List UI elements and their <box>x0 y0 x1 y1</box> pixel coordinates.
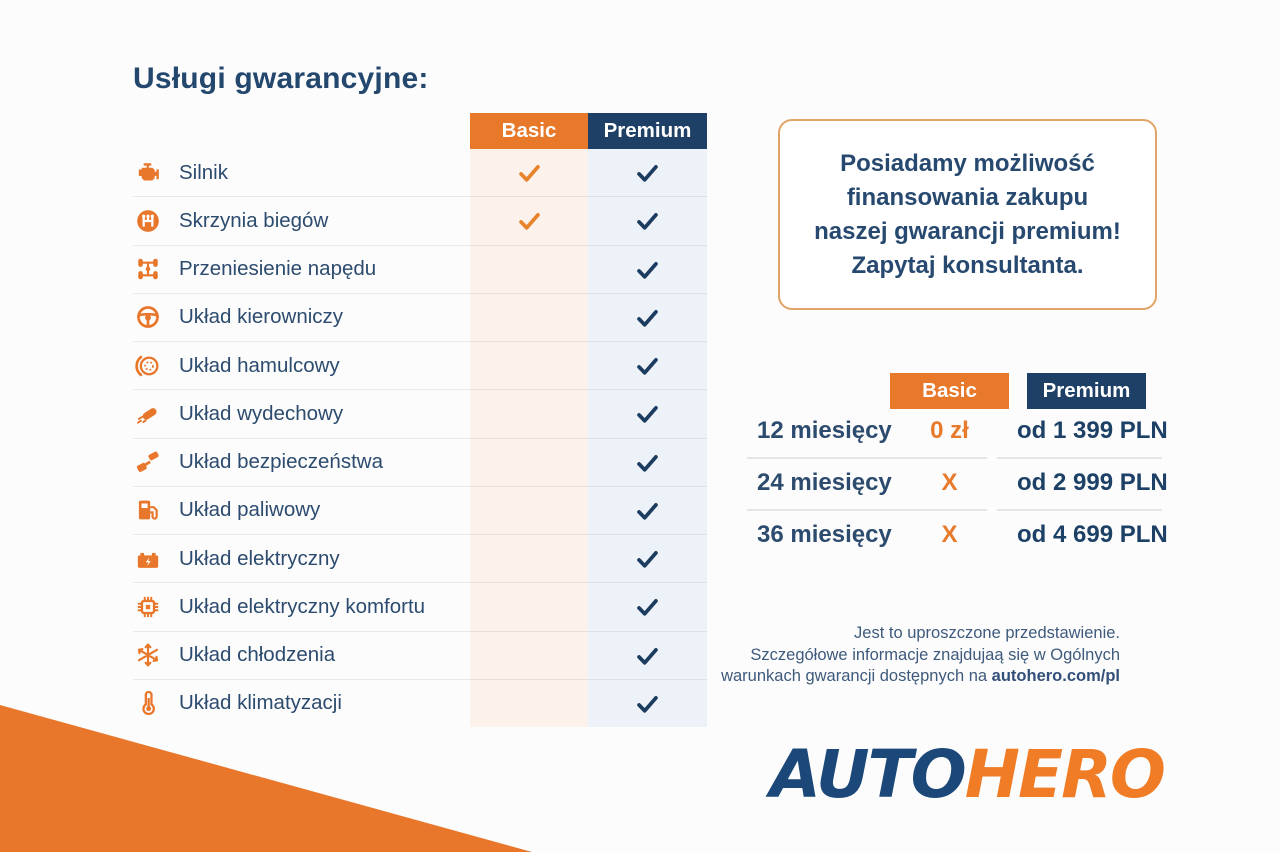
row-label: Układ kierowniczy <box>179 305 344 329</box>
basic-price: 0 zł <box>930 417 969 444</box>
row-label: Układ elektryczny <box>179 546 340 570</box>
check-icon <box>470 197 588 244</box>
table-row <box>133 632 707 680</box>
premium-price: od 1 399 PLN <box>1017 417 1168 444</box>
table-row <box>133 680 707 727</box>
check-icon <box>588 632 707 679</box>
pricing-row <box>740 517 1180 553</box>
row-label: Przeniesienie napędu <box>179 257 377 281</box>
pricing-row <box>740 413 1180 449</box>
logo-part-auto: AUTO <box>769 736 965 813</box>
check-icon <box>588 149 707 196</box>
check-icon <box>588 390 707 437</box>
check-icon <box>588 535 707 582</box>
check-icon <box>588 583 707 630</box>
financing-note-line: finansowania zakupu <box>846 183 1089 211</box>
check-icon <box>588 197 707 244</box>
row-label: Silnik <box>179 160 228 184</box>
table-row <box>133 583 707 631</box>
basic-check-cell <box>470 583 588 630</box>
table-row <box>133 246 707 294</box>
basic-check-cell <box>470 487 588 534</box>
column-header-basic: Basic <box>470 113 588 149</box>
engine-icon <box>134 159 162 187</box>
basic-price: X <box>941 521 958 548</box>
column-header-premium: Premium <box>588 113 707 149</box>
pricing-header-premium: Premium <box>1027 373 1146 409</box>
pricing-row <box>740 465 1180 501</box>
check-icon <box>588 680 707 727</box>
warranty-comparison-table <box>133 113 707 727</box>
check-icon <box>588 294 707 341</box>
divider <box>997 457 1162 459</box>
table-row <box>133 197 707 245</box>
basic-check-cell <box>470 246 588 293</box>
disclaimer-url: autohero.com/pl <box>991 667 1120 685</box>
row-label: Układ bezpieczeństwa <box>179 450 383 474</box>
divider <box>747 509 987 511</box>
basic-check-cell <box>470 535 588 582</box>
basic-check-cell <box>470 294 588 341</box>
row-label: Układ wydechowy <box>179 401 344 425</box>
snowflake-icon <box>134 641 162 669</box>
premium-price: od 2 999 PLN <box>1017 469 1168 496</box>
steering-wheel-icon <box>134 303 162 331</box>
period-label: 36 miesięcy <box>757 521 892 548</box>
disclaimer-line: Jest to uproszczone przedstawienie. <box>854 624 1120 642</box>
row-label: Układ klimatyzacji <box>179 691 342 715</box>
gearbox-icon <box>134 207 162 235</box>
financing-note-line: Zapytaj konsultanta. <box>851 251 1084 279</box>
battery-icon <box>134 545 162 573</box>
exhaust-icon <box>134 400 162 428</box>
period-label: 12 miesięcy <box>757 417 892 444</box>
basic-check-cell <box>470 632 588 679</box>
pricing-table <box>740 373 1180 573</box>
financing-note-line: naszej gwarancji premium! <box>814 217 1121 245</box>
check-icon <box>588 342 707 389</box>
corner-accent-shape <box>0 705 532 852</box>
basic-check-cell <box>470 342 588 389</box>
page-title: Usługi gwarancyjne: <box>133 62 429 95</box>
financing-note-line: Posiadamy możliwość <box>840 149 1095 177</box>
logo-part-hero: HERO <box>964 736 1164 813</box>
fuel-pump-icon <box>134 496 162 524</box>
drivetrain-icon <box>134 255 162 283</box>
basic-check-cell <box>470 680 588 727</box>
basic-check-cell <box>470 439 588 486</box>
thermometer-icon <box>134 689 162 717</box>
table-row <box>133 294 707 342</box>
financing-note-box <box>778 119 1157 310</box>
pricing-header-basic: Basic <box>890 373 1009 409</box>
table-row <box>133 149 707 197</box>
table-row <box>133 342 707 390</box>
period-label: 24 miesięcy <box>757 469 892 496</box>
table-row <box>133 487 707 535</box>
row-label: Układ paliwowy <box>179 498 321 522</box>
check-icon <box>470 149 588 196</box>
divider <box>997 509 1162 511</box>
check-icon <box>588 487 707 534</box>
disclaimer-text <box>700 623 1120 688</box>
comparison-rows <box>133 149 707 727</box>
basic-price: X <box>941 469 958 496</box>
row-label: Skrzynia biegów <box>179 208 329 232</box>
table-row <box>133 439 707 487</box>
premium-price: od 4 699 PLN <box>1017 521 1168 548</box>
basic-check-cell <box>470 390 588 437</box>
row-label: Układ chłodzenia <box>179 643 336 667</box>
table-row <box>133 390 707 438</box>
brake-disc-icon <box>134 352 162 380</box>
check-icon <box>588 246 707 293</box>
disclaimer-line: Szczegółowe informacje znajdujaą się w Ogólnych <box>750 645 1120 664</box>
row-label: Układ elektryczny komfortu <box>179 594 426 618</box>
autohero-logo <box>769 736 1164 813</box>
disclaimer-line: warunkach gwarancji dostępnych na autohero.com/pl <box>721 667 1120 685</box>
row-label: Układ hamulcowy <box>179 353 340 377</box>
divider <box>747 457 987 459</box>
chip-icon <box>134 593 162 621</box>
table-row <box>133 535 707 583</box>
seatbelt-icon <box>134 448 162 476</box>
check-icon <box>588 439 707 486</box>
